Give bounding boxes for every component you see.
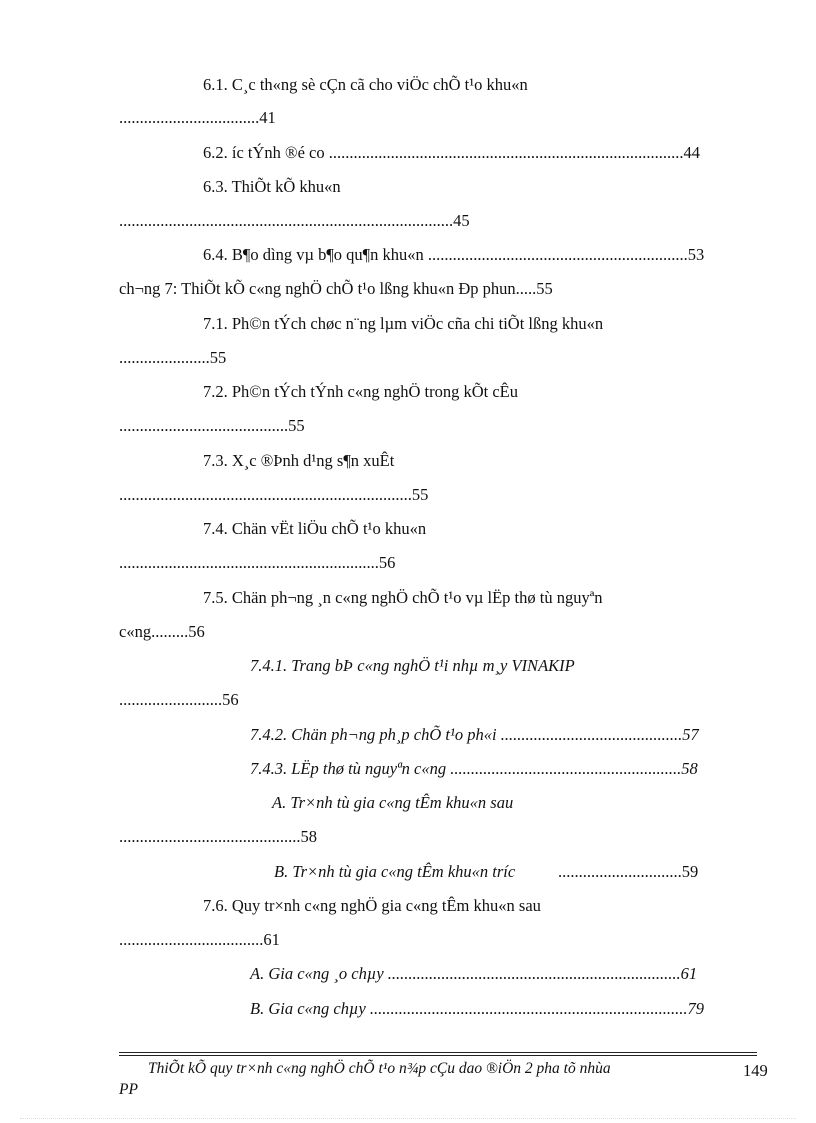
toc-leader-6-1: ..................................41 — [119, 108, 276, 127]
toc-entry-7-5-cont: c«ng.........56 — [119, 622, 205, 641]
toc-entry-6-1: 6.1. C¸c th«ng sè cÇn cã cho viÖc chÕ t¹o khu«n — [203, 75, 528, 94]
footer-rule-top — [119, 1052, 757, 1053]
toc-entry-6-2: 6.2. íc tÝnh ®é co ......................................................................................44 — [203, 143, 700, 162]
toc-leader-b-truoc: ..............................59 — [558, 862, 699, 881]
toc-entry-7-4-3: 7.4.3. LËp thø tù nguyªn c«ng ........................................................58 — [250, 759, 698, 778]
toc-entry-b-truoc: B. Tr×nh tù gia c«ng tÊm khu«n tríc — [274, 862, 516, 881]
toc-entry-6-4: 6.4. B¶o dìng vµ b¶o qu¶n khu«n ...............................................................53 — [203, 245, 705, 264]
toc-entry-6-3: 6.3. ThiÕt kÕ khu«n — [203, 177, 341, 196]
toc-entry-7-1: 7.1. Ph©n tÝch chøc n¨ng lµm viÖc cña chi tiÕt lßng khu«n — [203, 314, 604, 333]
toc-leader-6-3: .................................................................................45 — [119, 211, 470, 230]
page-number: 149 — [743, 1061, 768, 1080]
toc-entry-7-3: 7.3. X¸c ®Þnh d¹ng s¶n xuÊt — [203, 451, 395, 470]
toc-entry-7-6: 7.6. Quy tr×nh c«ng nghÖ gia c«ng tÊm khu«n sau — [203, 896, 541, 915]
toc-entry-7-2: 7.2. Ph©n tÝch tÝnh c«ng nghÖ trong kÕt cÊu — [203, 382, 519, 401]
footer-rule-bottom — [119, 1055, 757, 1056]
toc-entry-b-chay: B. Gia c«ng chµy .............................................................................79 — [250, 999, 705, 1018]
page-edge-divider — [20, 1118, 796, 1119]
toc-entry-a-sau: A. Tr×nh tù gia c«ng tÊm khu«n sau — [272, 793, 514, 812]
toc-entry-7-4: 7.4. Chän vËt liÖu chÕ t¹o khu«n — [203, 519, 427, 538]
footer-title: ThiÕt kÕ quy tr×nh c«ng nghÖ chÕ t¹o n¾p cÇu dao ®iÖn 2 pha tõ nhùa — [148, 1060, 611, 1077]
toc-entry-a-ao-chay: A. Gia c«ng ¸o chµy .......................................................................61 — [250, 964, 698, 983]
toc-leader-7-4: ...............................................................56 — [119, 553, 396, 572]
toc-leader-7-4-1: .........................56 — [119, 690, 239, 709]
toc-entry-7-4-2: 7.4.2. Chän ph¬ng ph¸p chÕ t¹o ph«i ............................................57 — [250, 725, 699, 744]
toc-entry-7-4-1: 7.4.1. Trang bÞ c«ng nghÖ t¹i nhµ m¸y VINAKIP — [250, 656, 575, 675]
toc-leader-7-1: ......................55 — [119, 348, 227, 367]
toc-leader-a-sau: ............................................58 — [119, 827, 317, 846]
toc-leader-7-6: ...................................61 — [119, 930, 280, 949]
toc-chapter-7: ch¬ng 7: ThiÕt kÕ c«ng nghÖ chÕ t¹o lßng khu«n Ðp phun.....55 — [119, 279, 553, 298]
toc-entry-7-5: 7.5. Chän ph¬ng ¸n c«ng nghÖ chÕ t¹o vµ lËp thø tù nguyªn — [203, 588, 603, 607]
toc-leader-7-3: .......................................................................55 — [119, 485, 429, 504]
footer-title-cont: PP — [119, 1081, 138, 1098]
toc-leader-7-2: .........................................55 — [119, 416, 305, 435]
